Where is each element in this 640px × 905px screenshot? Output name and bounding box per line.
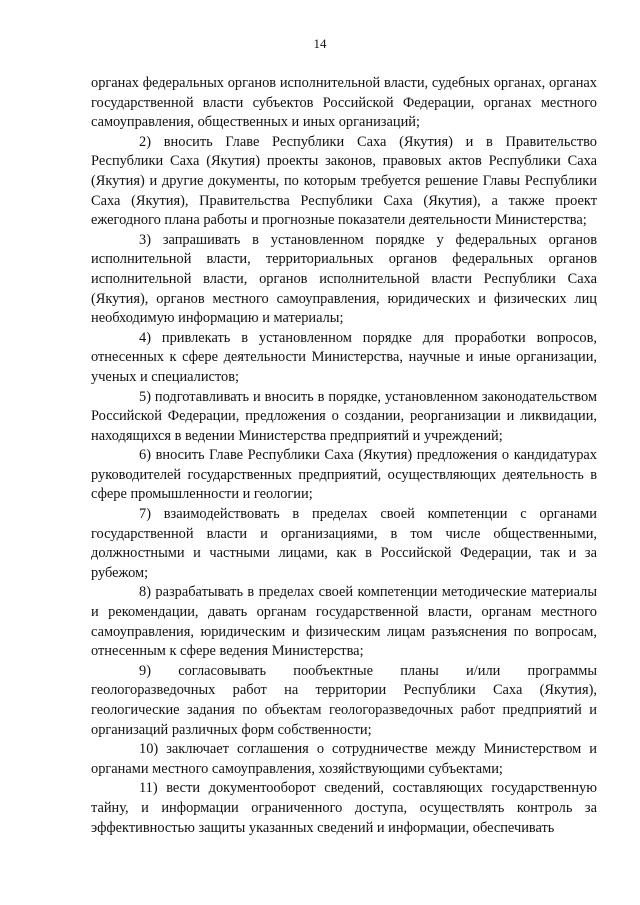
paragraph-item-5: 5) подготавливать и вносить в порядке, установленном законодательством Российской Федерации, предложения о создании, реорганизации и ликвидации, находящихся в ведении Министерства предприятий и учреждений; <box>91 388 597 444</box>
paragraph-item-4: 4) привлекать в установленном порядке для проработки вопросов, отнесенных к сфере деятельности Министерства, научные и иные организации, ученых и специалистов; <box>91 329 597 385</box>
paragraph-item-11: 11) вести документооборот сведений, составляющих государственную тайну, и информации ограниченного доступа, осуществлять контроль за эффективностью защиты указанных сведений и информации, обеспечивать <box>91 780 597 836</box>
paragraph-item-9: 9) согласовывать пообъектные планы и/или программы геологоразведочных работ на территории Республики Саха (Якутия), геологические задания по объектам геологоразведочных работ предприятий и организаций различных форм собственности; <box>91 662 597 738</box>
paragraph-item-3: 3) запрашивать в установленном порядке у федеральных органов исполнительной власти, территориальных органов федеральных органов исполнительной власти, органов исполнительной власти Республики Саха (Якутия), органов местного самоуправления, юридических и физических лиц необходимую информацию и материалы; <box>91 231 597 327</box>
paragraph-item-8: 8) разрабатывать в пределах своей компетенции методические материалы и рекомендации, давать органам государственной власти, органам местного самоуправления, юридическим и физическим лицам разъяснения по вопросам, отнесенным к сфере ведения Министерства; <box>91 584 597 660</box>
document-body <box>91 74 597 838</box>
paragraph-item-7: 7) взаимодействовать в пределах своей компетенции с органами государственной власти и организациями, в том числе общественными, должностными и частными лицами, как в Российской Федерации, так и за рубежом; <box>91 506 597 581</box>
paragraph-item-2: 2) вносить Главе Республики Саха (Якутия) и в Правительство Республики Саха (Якутия) проекты законов, правовых актов Республики Саха (Якутия) и другие документы, по которым требуется решение Главы Республики Саха (Якутия), Правительства Республики Саха (Якутия), а также проект ежегодного плана работы и прогнозные показатели деятельности Министерства; <box>91 133 597 229</box>
page-number: 14 <box>313 36 327 51</box>
paragraph-item-10: 10) заключает соглашения о сотрудничестве между Министерством и органами местного самоуправления, хозяйствующими субъектами; <box>91 741 597 777</box>
paragraph-item-6: 6) вносить Главе Республики Саха (Якутия) предложения о кандидатурах руководителей государственных предприятий, осуществляющих деятельность в сфере промышленности и геологии; <box>91 447 597 503</box>
paragraph-continued: органах федеральных органов исполнительной власти, судебных органах, органах государственной власти субъектов Российской Федерации, органах местного самоуправления, общественных и иных организаций; <box>91 75 597 131</box>
